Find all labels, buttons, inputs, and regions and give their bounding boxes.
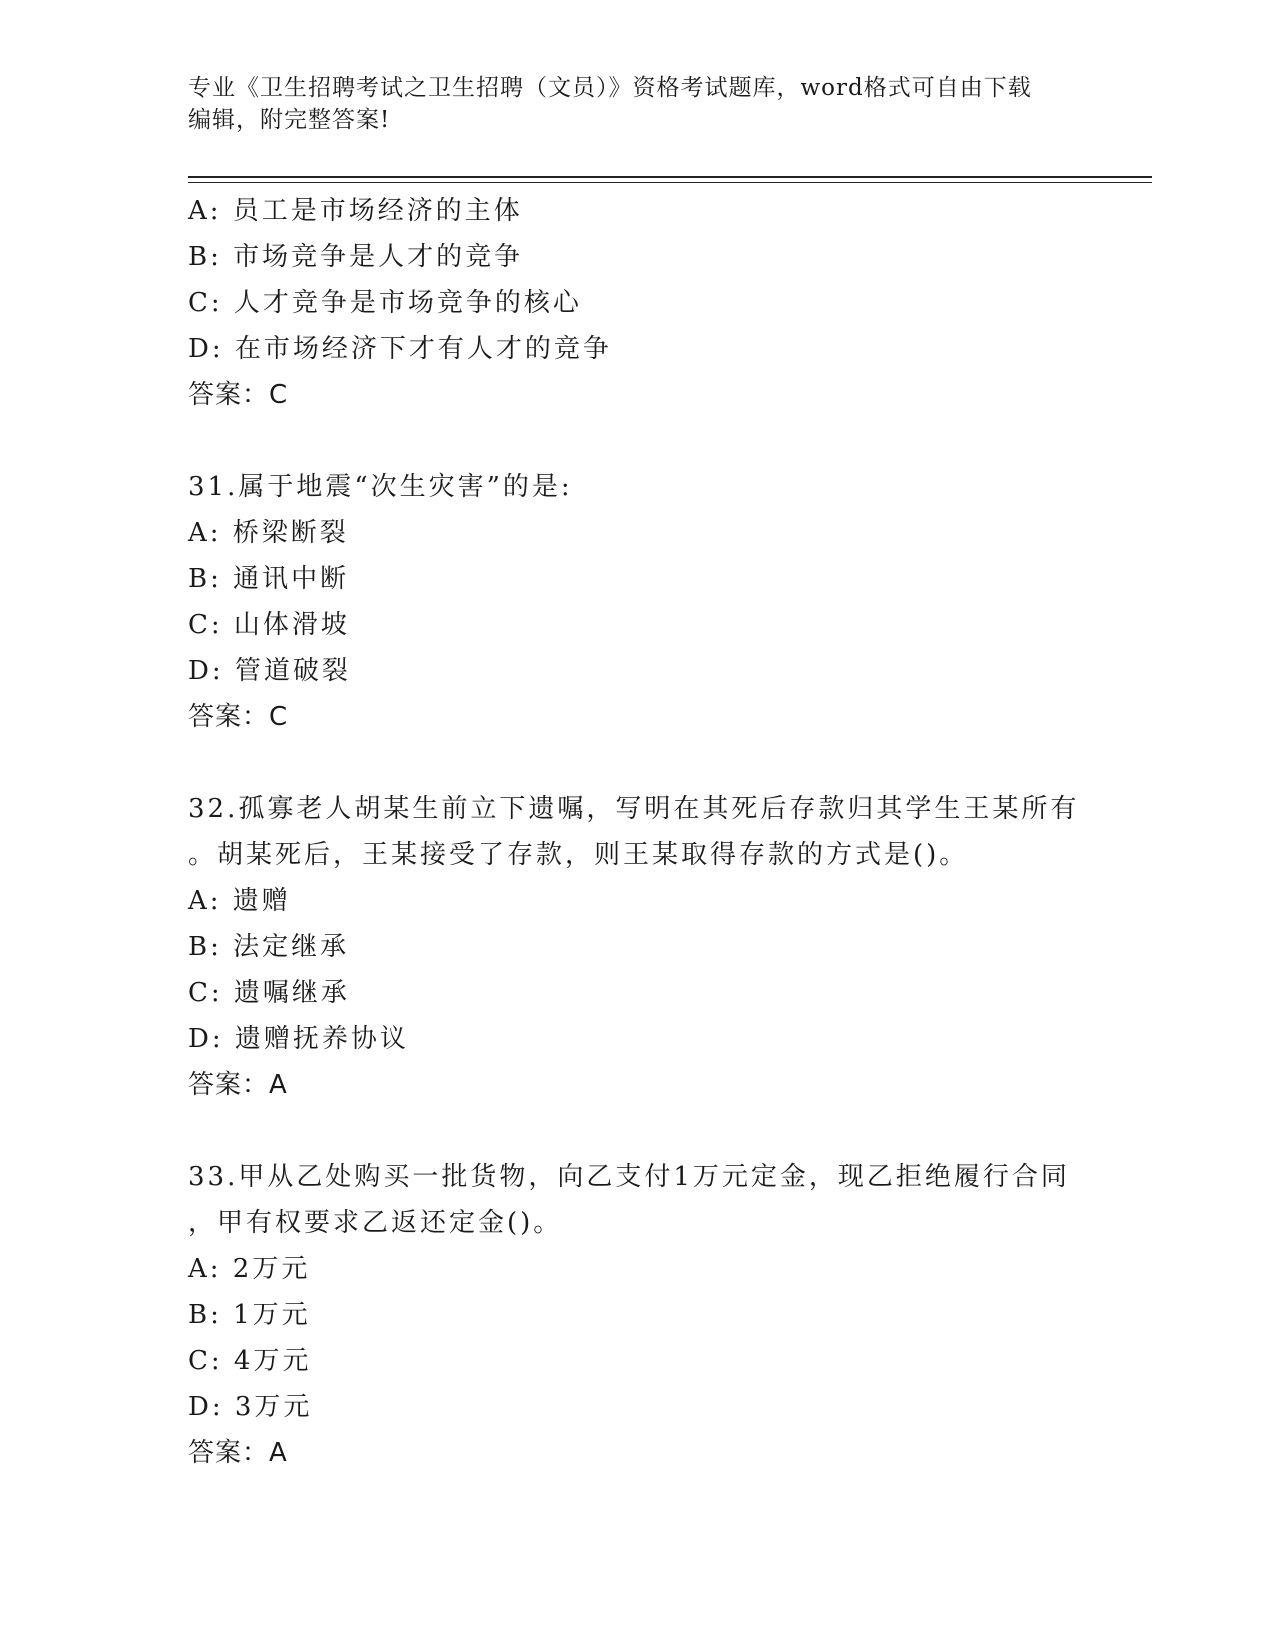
option-b: B: 法定继承 [188, 932, 350, 962]
option-a: A: 桥梁断裂 [188, 518, 349, 548]
option-d: D: 3万元 [188, 1392, 313, 1422]
option-c: C: 人才竞争是市场竞争的核心 [188, 288, 582, 318]
header-divider-thin [188, 182, 1152, 183]
option-c: C: 遗嘱继承 [188, 978, 350, 1008]
question-text-line-2: ，甲有权要求乙返还定金()。 [188, 1208, 563, 1238]
header-divider-thick [188, 176, 1152, 178]
question-text-line-1: 33.甲从乙处购买一批货物，向乙支付1万元定金，现乙拒绝履行合同 [188, 1162, 1070, 1192]
question-text: 31.属于地震“次生灾害”的是: [188, 472, 573, 502]
document-header [188, 72, 1088, 136]
option-a: A: 2万元 [188, 1254, 311, 1284]
question-30 [188, 188, 1088, 418]
option-d: D: 遗赠抚养协议 [188, 1024, 409, 1054]
option-b: B: 通讯中断 [188, 564, 350, 594]
option-d: D: 在市场经济下才有人才的竞争 [188, 334, 612, 364]
option-b: B: 1万元 [188, 1300, 311, 1330]
answer: 答案：C [188, 702, 289, 732]
option-a: A: 员工是市场经济的主体 [188, 196, 523, 226]
header-line-1: 专业《卫生招聘考试之卫生招聘（文员）》资格考试题库，word格式可自由下载 [188, 75, 1032, 101]
answer: 答案：A [188, 1070, 288, 1100]
option-a: A: 遗赠 [188, 886, 291, 916]
question-text-line-1: 32.孤寡老人胡某生前立下遗嘱，写明在其死后存款归其学生王某所有 [188, 794, 1080, 824]
option-c: C: 山体滑坡 [188, 610, 350, 640]
question-33 [188, 1154, 1088, 1476]
option-c: C: 4万元 [188, 1346, 312, 1376]
question-31 [188, 464, 1088, 740]
answer: 答案：C [188, 380, 289, 410]
answer: 答案：A [188, 1438, 288, 1468]
question-32 [188, 786, 1088, 1108]
header-line-2: 编辑，附完整答案! [188, 107, 391, 133]
question-text-line-2: 。胡某死后，王某接受了存款，则王某取得存款的方式是()。 [188, 840, 969, 870]
option-b: B: 市场竞争是人才的竞争 [188, 242, 524, 272]
option-d: D: 管道破裂 [188, 656, 351, 686]
question-list [188, 188, 1088, 1476]
